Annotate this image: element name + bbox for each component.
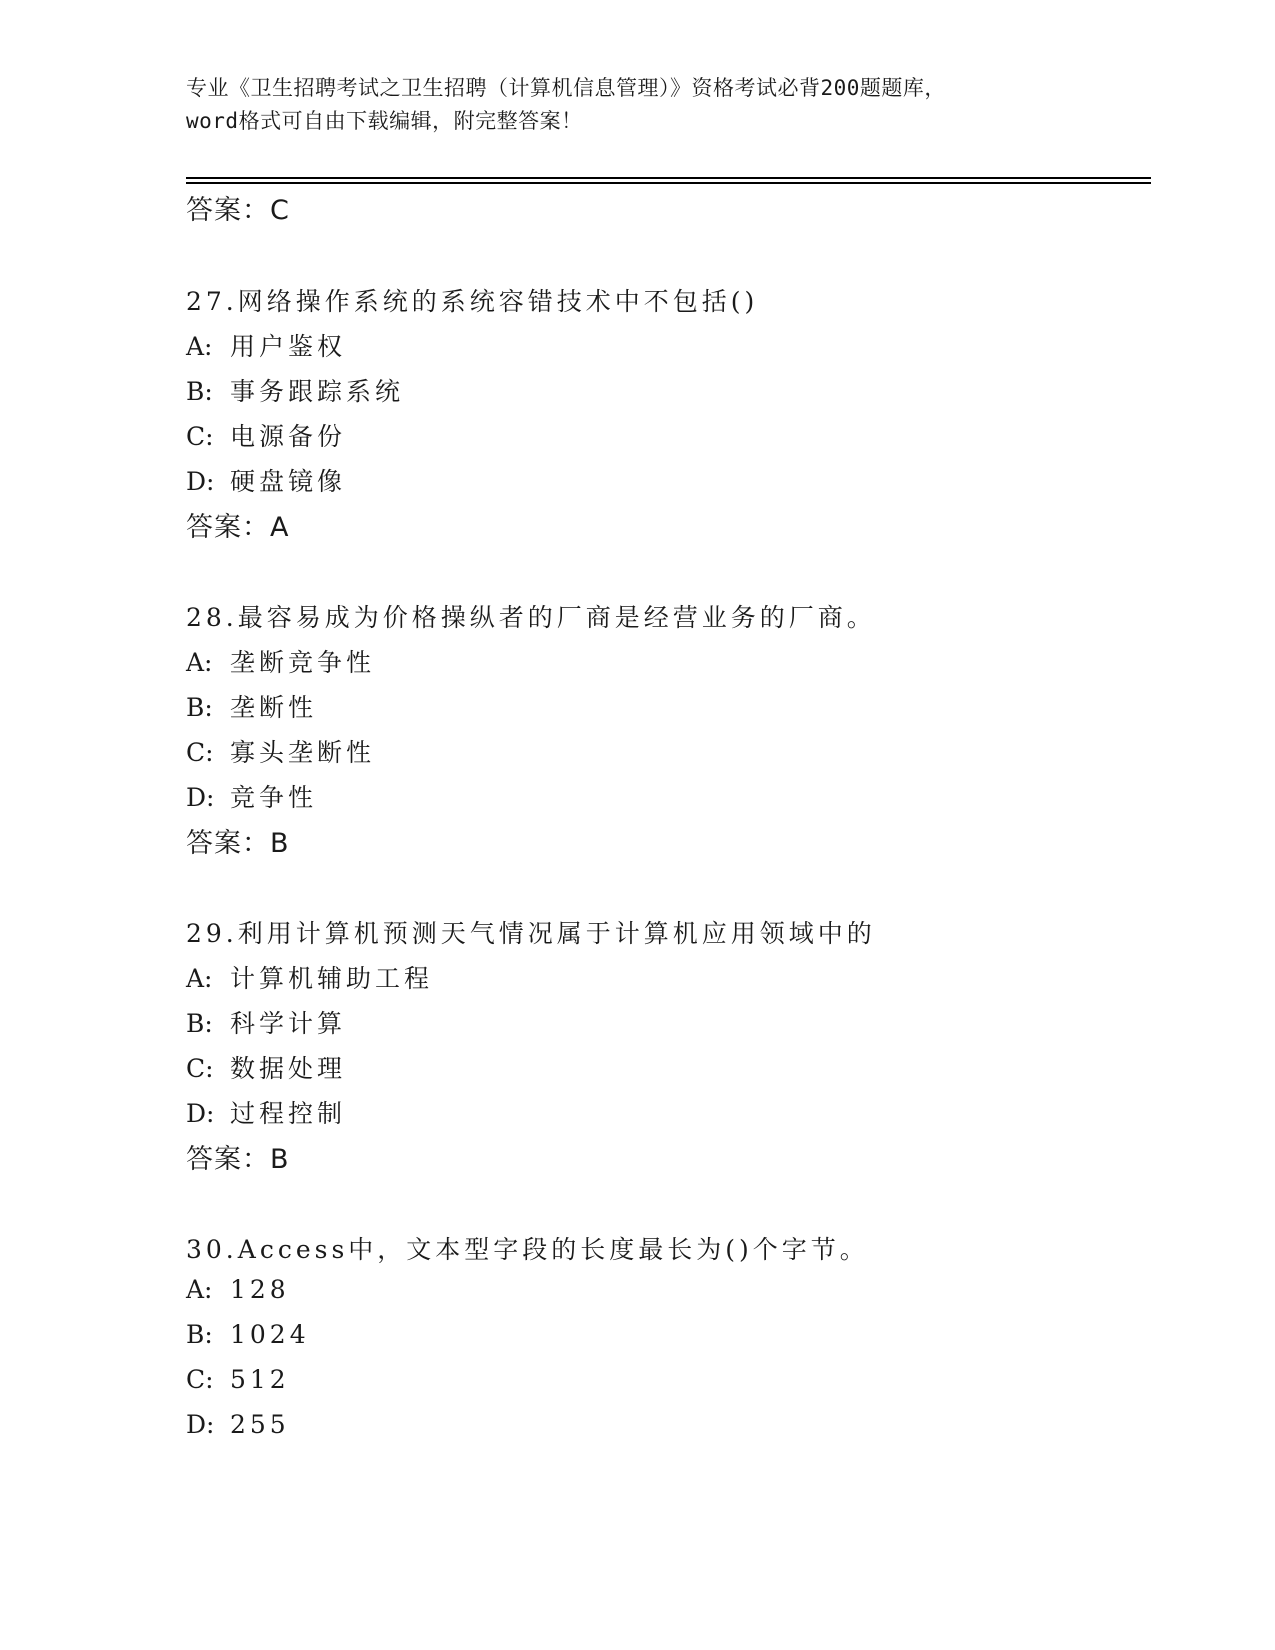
question-29-option-a (186, 959, 433, 995)
question-27-option-d (186, 462, 346, 498)
option-letter: C: (186, 1365, 214, 1394)
header-line-2: word格式可自由下载编辑，附完整答案！ (186, 109, 583, 133)
option-text: 计算机辅助工程 (230, 964, 434, 993)
option-text: 电源备份 (230, 422, 347, 451)
option-letter: B: (186, 1009, 213, 1038)
previous-answer: 答案：C (186, 195, 290, 226)
option-text: 寡头垄断性 (230, 738, 376, 767)
question-28-option-b (186, 688, 317, 724)
option-text: 数据处理 (230, 1054, 347, 1083)
option-text: 竞争性 (230, 783, 318, 812)
option-letter: B: (186, 693, 213, 722)
question-29-option-d (186, 1094, 346, 1130)
question-28-answer: 答案：B (186, 828, 290, 859)
option-letter: D: (186, 467, 215, 496)
question-29-option-c (186, 1049, 346, 1085)
header-rule-bottom (186, 182, 1151, 184)
option-text: 垄断性 (230, 693, 318, 722)
header-line-1: 专业《卫生招聘考试之卫生招聘（计算机信息管理）》资格考试必背200题题库， (186, 76, 946, 100)
option-text: 垄断竞争性 (230, 648, 376, 677)
option-text: 1024 (230, 1320, 310, 1349)
option-text: 用户鉴权 (230, 332, 347, 361)
option-letter: C: (186, 738, 214, 767)
question-28-option-d (186, 778, 317, 814)
question-30-option-b (186, 1320, 310, 1349)
option-text: 128 (230, 1275, 290, 1304)
question-30-option-d (186, 1410, 290, 1439)
option-letter: A: (186, 648, 213, 677)
option-text: 科学计算 (230, 1009, 347, 1038)
option-letter: D: (186, 1099, 215, 1128)
question-27-option-a (186, 327, 346, 363)
question-29-stem: 29.利用计算机预测天气情况属于计算机应用领域中的 (186, 919, 876, 948)
option-letter: C: (186, 422, 214, 451)
header-rule-top (186, 177, 1151, 179)
option-letter: D: (186, 1410, 215, 1439)
option-text: 过程控制 (230, 1099, 347, 1128)
question-27-option-c (186, 417, 346, 453)
option-text: 事务跟踪系统 (230, 377, 405, 406)
question-30-option-a (186, 1275, 290, 1304)
option-text: 255 (230, 1410, 290, 1439)
question-29-option-b (186, 1004, 346, 1040)
question-29-answer: 答案：B (186, 1144, 290, 1175)
question-28-option-c (186, 733, 375, 769)
question-28-option-a (186, 643, 375, 679)
question-27-option-b (186, 372, 404, 408)
option-letter: D: (186, 783, 215, 812)
question-30-stem: 30.Access中，文本型字段的长度最长为()个字节。 (186, 1235, 869, 1264)
option-text: 512 (230, 1365, 290, 1394)
document-header (186, 72, 1086, 138)
question-27-answer: 答案：A (186, 512, 290, 543)
option-letter: B: (186, 377, 213, 406)
option-text: 硬盘镜像 (230, 467, 347, 496)
option-letter: A: (186, 964, 213, 993)
option-letter: C: (186, 1054, 214, 1083)
option-letter: A: (186, 332, 213, 361)
question-28-stem: 28.最容易成为价格操纵者的厂商是经营业务的厂商。 (186, 603, 876, 632)
option-letter: A: (186, 1275, 213, 1304)
question-27-stem: 27.网络操作系统的系统容错技术中不包括() (186, 287, 759, 316)
question-30-option-c (186, 1365, 290, 1394)
option-letter: B: (186, 1320, 213, 1349)
